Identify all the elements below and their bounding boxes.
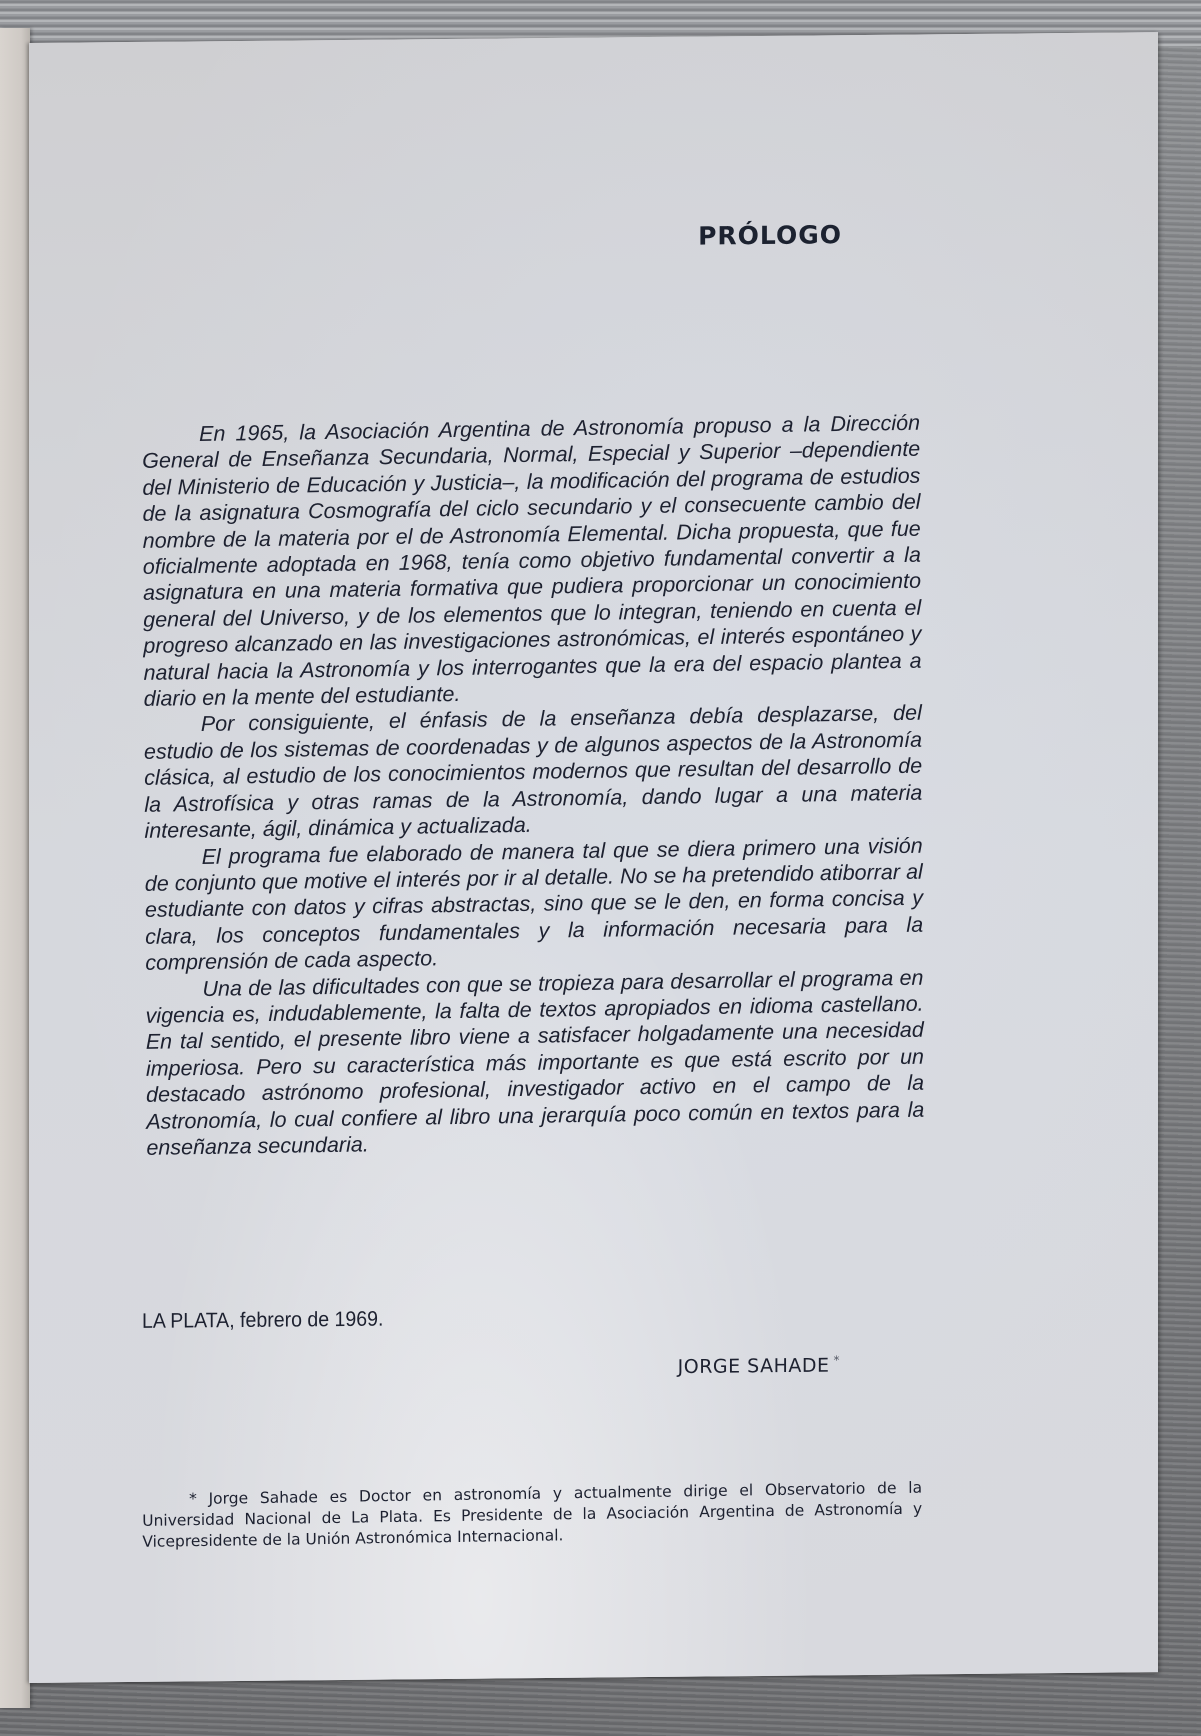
author-signature [678, 1353, 840, 1378]
footnote [142, 1478, 922, 1553]
page-title: PRÓLOGO [698, 220, 842, 251]
footnote-text: * Jorge Sahade es Doctor en astronomía y actualmente dirige el Observatorio de la Universidad Nacional de La Plata. Es Presidente de la Asociación Argentina de Astronomía y Vicepresidente de la Unión Astronómica Internacional. [142, 1478, 923, 1551]
paragraph-1: En 1965, la Asociación Argentina de Astronomía propuso a la Dirección General de Enseñanza Secundaria, Normal, Especial y Superior –dependiente del Ministerio de Educación y Justicia–, la modificación del programa de estudios de la asignatura Cosmografía del ciclo secundario y el consecuente cambio del nombre de la materia por el de Astronomía Elemental. Dicha propuesta, que fue oficialmente adoptada en 1968, tenía como objetivo fundamental convertir a la asignatura en una materia formativa que pudiera proporcionar un conocimiento general del Universo, y de los elementos que lo integran, teniendo en cuenta el progreso alcanzado en las investigaciones astronómicas, el interés espontáneo y natural hacia la Astronomía y los interrogantes que la era del espacio plantea a diario en la mente del estudiante. [142, 410, 922, 711]
footnote-asterisk-icon: * [833, 1353, 840, 1368]
paragraph-2: Por consiguiente, el énfasis de la enseñanza debía desplazarse, del estudio de los sistemas de coordenadas y de algunos aspectos de la Astronomía clásica, al estudio de los conocimientos modernos que resultan del desarrollo de la Astrofísica y otras ramas de la Astronomía, dando lugar a una materia interesante, ágil, dinámica y actualizada. [143, 701, 923, 843]
book-page [29, 32, 1158, 1683]
paragraph-3: El programa fue elaborado de manera tal que se diera primero una visión de conjunto que motive el interés por ir al detalle. No se ha pretendido atiborrar al estudiante con datos y cifras abstractas, sino que se le den, en forma concisa y clara, los conceptos fundamentales y la información necesaria para la comprensión de cada aspecto. [144, 833, 924, 975]
paragraph-4: Una de las dificultades con que se tropieza para desarrollar el programa en vigencia es, indudablemente, la falta de textos apropiados en idioma castellano. En tal sentido, el presente libro viene a satisfacer holgadamente una necesidad imperiosa. Pero su característica más importante es que está escrito por un destacado astrónomo profesional, investigador activo en el campo de la Astronomía, lo cual confiere al libro una jerarquía poco común en textos para la enseñanza secundaria. [145, 965, 925, 1160]
signature-name: JORGE SAHADE [677, 1354, 830, 1379]
previous-page-edge [0, 28, 30, 1708]
prologue-body [142, 410, 925, 1162]
place-and-date: LA PLATA, febrero de 1969. [142, 1307, 384, 1333]
